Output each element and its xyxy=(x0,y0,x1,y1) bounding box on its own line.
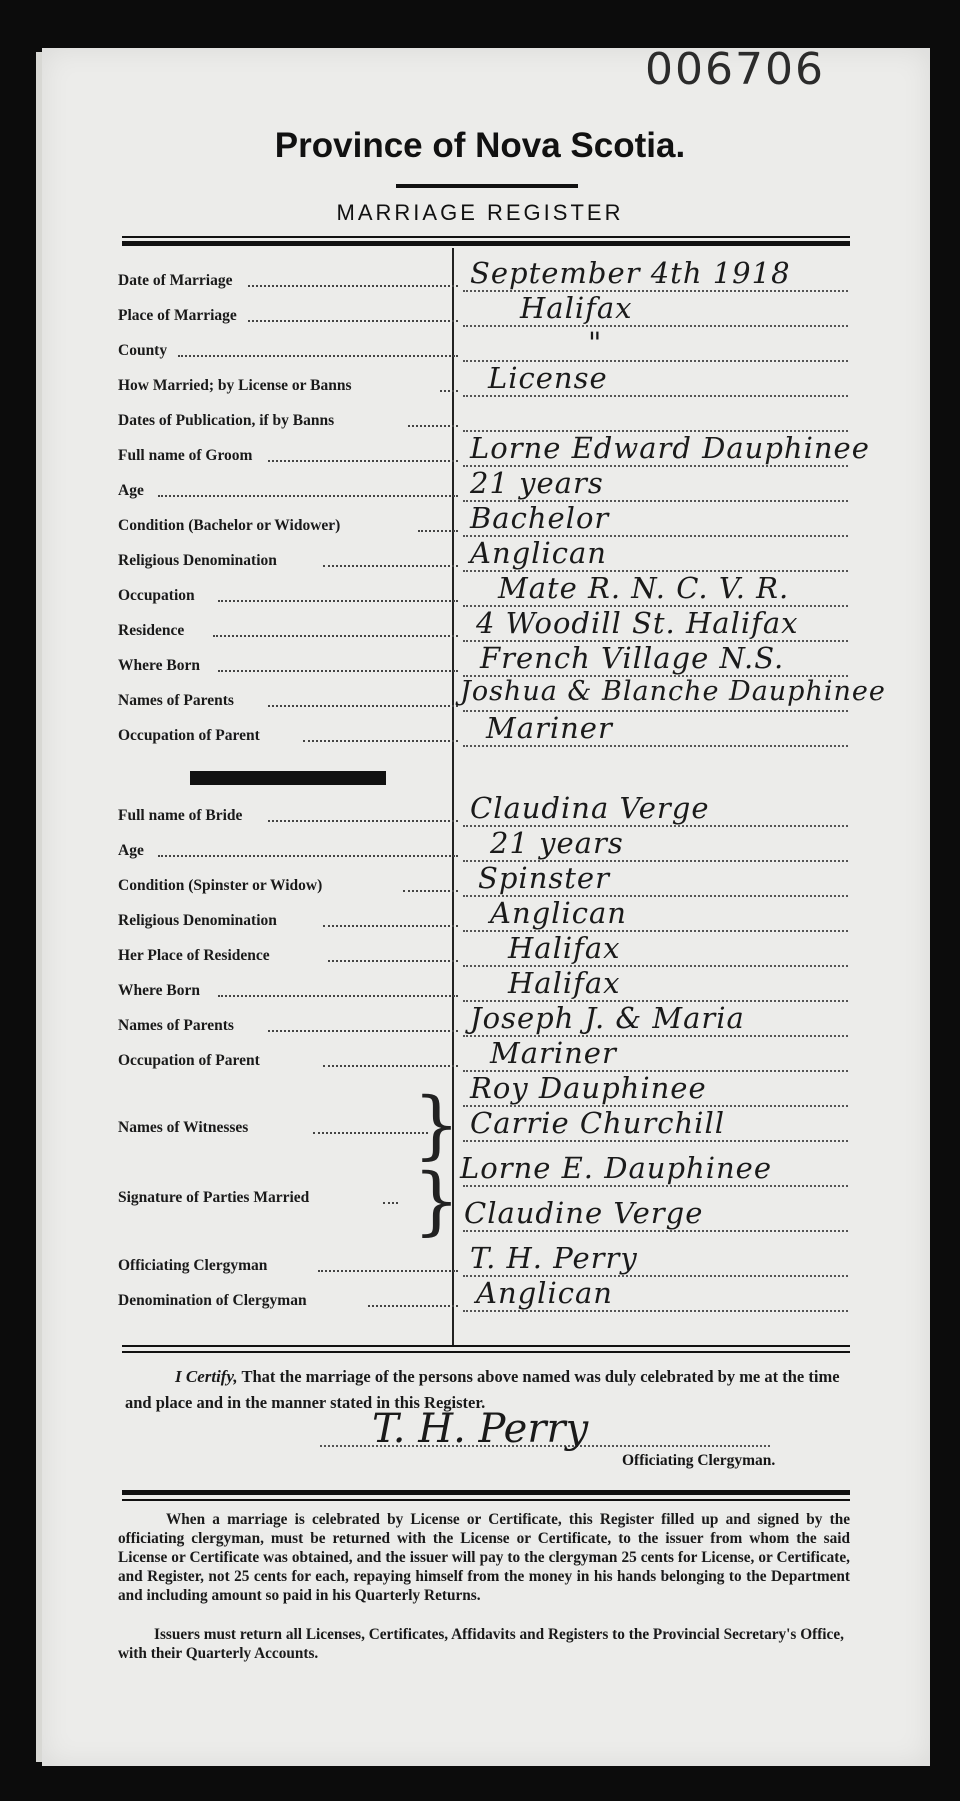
leader-dots xyxy=(158,855,458,857)
footer-rule-thin xyxy=(122,1499,850,1501)
field-label: Condition (Bachelor or Widower) xyxy=(118,517,341,534)
form-title: Province of Nova Scotia. xyxy=(274,126,686,165)
entry-value: License xyxy=(488,361,608,395)
register-row xyxy=(118,861,848,905)
leader-dots xyxy=(218,670,458,672)
leader-dots xyxy=(268,820,458,822)
field-label: Place of Marriage xyxy=(118,307,237,324)
entry-value: 4 Woodill St. Halifax xyxy=(476,606,799,640)
witness-line xyxy=(118,1106,848,1150)
leader-dots xyxy=(323,925,458,927)
register-row xyxy=(118,361,848,405)
register-row xyxy=(118,256,848,300)
entry-line xyxy=(463,395,848,397)
field-label: Condition (Spinster or Widow) xyxy=(118,877,323,894)
field-label: Names of Witnesses xyxy=(118,1119,249,1136)
certification-rule-thin xyxy=(122,1345,850,1347)
field-label: Where Born xyxy=(118,657,200,674)
field-label: Date of Marriage xyxy=(118,272,233,289)
entry-value: 21 years xyxy=(490,826,624,860)
entry-line xyxy=(463,325,848,327)
entry-value: Mariner xyxy=(486,711,613,745)
leader-dots xyxy=(248,320,458,322)
register-row xyxy=(118,1276,848,1320)
register-row xyxy=(118,896,848,940)
leader-dots xyxy=(318,1270,458,1272)
leader-dots xyxy=(408,425,458,427)
certify-lead: I Certify, xyxy=(175,1367,238,1386)
leader-dots xyxy=(218,600,458,602)
clergy-signature-caption: Officiating Clergyman. xyxy=(622,1452,776,1469)
entry-line xyxy=(463,1185,848,1187)
certify-body: That the marriage of the persons above named was duly celebrated by me at the time and place and in the manner stated in this Register. xyxy=(125,1367,840,1412)
register-row xyxy=(118,676,886,720)
entry-value: Joseph J. & Maria xyxy=(470,1001,745,1035)
leader-dots xyxy=(323,565,458,567)
entry-value: 21 years xyxy=(470,466,604,500)
leader-dots xyxy=(403,890,458,892)
entry-value: Bachelor xyxy=(470,501,610,535)
entry-line xyxy=(463,745,848,747)
clergy-signature: T. H. Perry xyxy=(372,1406,589,1452)
register-row xyxy=(118,291,848,335)
section-separator xyxy=(190,771,386,785)
entry-value: " xyxy=(588,326,603,360)
field-label: Full name of Bride xyxy=(118,807,243,824)
field-label: Signature of Parties Married xyxy=(118,1189,310,1206)
field-label: County xyxy=(118,342,168,359)
header-rule-thin xyxy=(122,236,850,238)
register-row xyxy=(118,791,848,835)
field-label: Names of Parents xyxy=(118,1017,234,1034)
field-label: Her Place of Residence xyxy=(118,947,270,964)
header-rule-thick xyxy=(122,241,850,246)
stamp-number: 006706 xyxy=(645,44,825,95)
entry-line xyxy=(463,1140,848,1142)
entry-value: French Village N.S. xyxy=(480,641,785,675)
leader-dots xyxy=(268,460,458,462)
field-label: Where Born xyxy=(118,982,200,999)
party-signature: Claudine Verge xyxy=(464,1196,704,1230)
entry-value: September 4th 1918 xyxy=(470,256,791,290)
entry-value: Anglican xyxy=(490,896,627,930)
instructions-paragraph: When a marriage is celebrated by License or Certificate, this Register filled up and signed by the officiating clergyman, must be returned with the License or Certificate, to the issuer from whom the said License or Certificate was obtained, and the issuer will pay to the clergyman 25 cents for License, or Certificate, and Register, not 25 cents for each, repaying himself from the money in his hands belonging to the Department and including amount so paid in his Quarterly Returns. xyxy=(118,1511,850,1604)
field-label: Occupation xyxy=(118,587,195,604)
signature-line xyxy=(118,1151,848,1195)
leader-dots xyxy=(268,705,458,707)
entry-value: Anglican xyxy=(476,1276,613,1310)
entry-line xyxy=(463,1230,848,1232)
leader-dots xyxy=(368,1305,458,1307)
leader-dots xyxy=(213,635,458,637)
footer-rule-thick xyxy=(122,1490,850,1495)
party-signature: Lorne E. Dauphinee xyxy=(460,1151,772,1185)
entry-value: Halifax xyxy=(508,966,621,1000)
field-label: Occupation of Parent xyxy=(118,1052,260,1069)
field-label: Residence xyxy=(118,622,185,639)
witness-signature: Carrie Churchill xyxy=(470,1106,726,1140)
entry-value: Halifax xyxy=(520,291,633,325)
field-label: Dates of Publication, if by Banns xyxy=(118,412,335,429)
leader-dots xyxy=(418,530,458,532)
instructions-paragraph-2: Issuers must return all Licenses, Certificates, Affidavits and Registers to the Provincial Secretary's Office, with their Quarterly Accounts. xyxy=(118,1626,844,1662)
leader-dots xyxy=(248,285,458,287)
entry-value: Halifax xyxy=(508,931,621,965)
leader-dots xyxy=(303,740,458,742)
field-label: Names of Parents xyxy=(118,692,234,709)
register-row xyxy=(118,326,848,370)
field-label: Occupation of Parent xyxy=(118,727,260,744)
entry-value: Mate R. N. C. V. R. xyxy=(498,571,790,605)
field-label: Religious Denomination xyxy=(118,912,277,929)
register-row xyxy=(118,1001,848,1045)
certification-rule-thin-2 xyxy=(122,1351,850,1353)
entry-value: Spinster xyxy=(478,861,610,895)
leader-dots xyxy=(158,495,458,497)
field-label: Age xyxy=(118,482,144,499)
entry-line xyxy=(463,1310,848,1312)
leader-dots xyxy=(218,995,458,997)
entry-value: Mariner xyxy=(490,1036,617,1070)
leader-dots xyxy=(323,1065,458,1067)
signature-brace: } xyxy=(413,1158,461,1244)
form-subtitle: MARRIAGE REGISTER xyxy=(336,200,624,225)
entry-value: T. H. Perry xyxy=(470,1241,638,1275)
entry-value: Anglican xyxy=(470,536,607,570)
field-label: How Married; by License or Banns xyxy=(118,377,352,394)
entry-value: Joshua & Blanche Dauphinee xyxy=(460,676,886,707)
entry-value: Claudina Verge xyxy=(470,791,710,825)
leader-dots xyxy=(178,355,458,357)
leader-dots xyxy=(268,1030,458,1032)
witness-brace: } xyxy=(413,1082,461,1168)
title-rule xyxy=(396,184,578,188)
witness-signature: Roy Dauphinee xyxy=(470,1071,707,1105)
field-label: Religious Denomination xyxy=(118,552,277,569)
leader-dots xyxy=(440,390,458,392)
leader-dots xyxy=(383,1202,398,1204)
field-label: Denomination of Clergyman xyxy=(118,1292,307,1309)
register-row xyxy=(118,931,848,975)
field-label: Age xyxy=(118,842,144,859)
entry-value: Lorne Edward Dauphinee xyxy=(470,431,870,465)
leader-dots xyxy=(328,960,458,962)
field-label: Full name of Groom xyxy=(118,447,253,464)
field-label: Officiating Clergyman xyxy=(118,1257,268,1274)
register-row xyxy=(118,711,848,755)
